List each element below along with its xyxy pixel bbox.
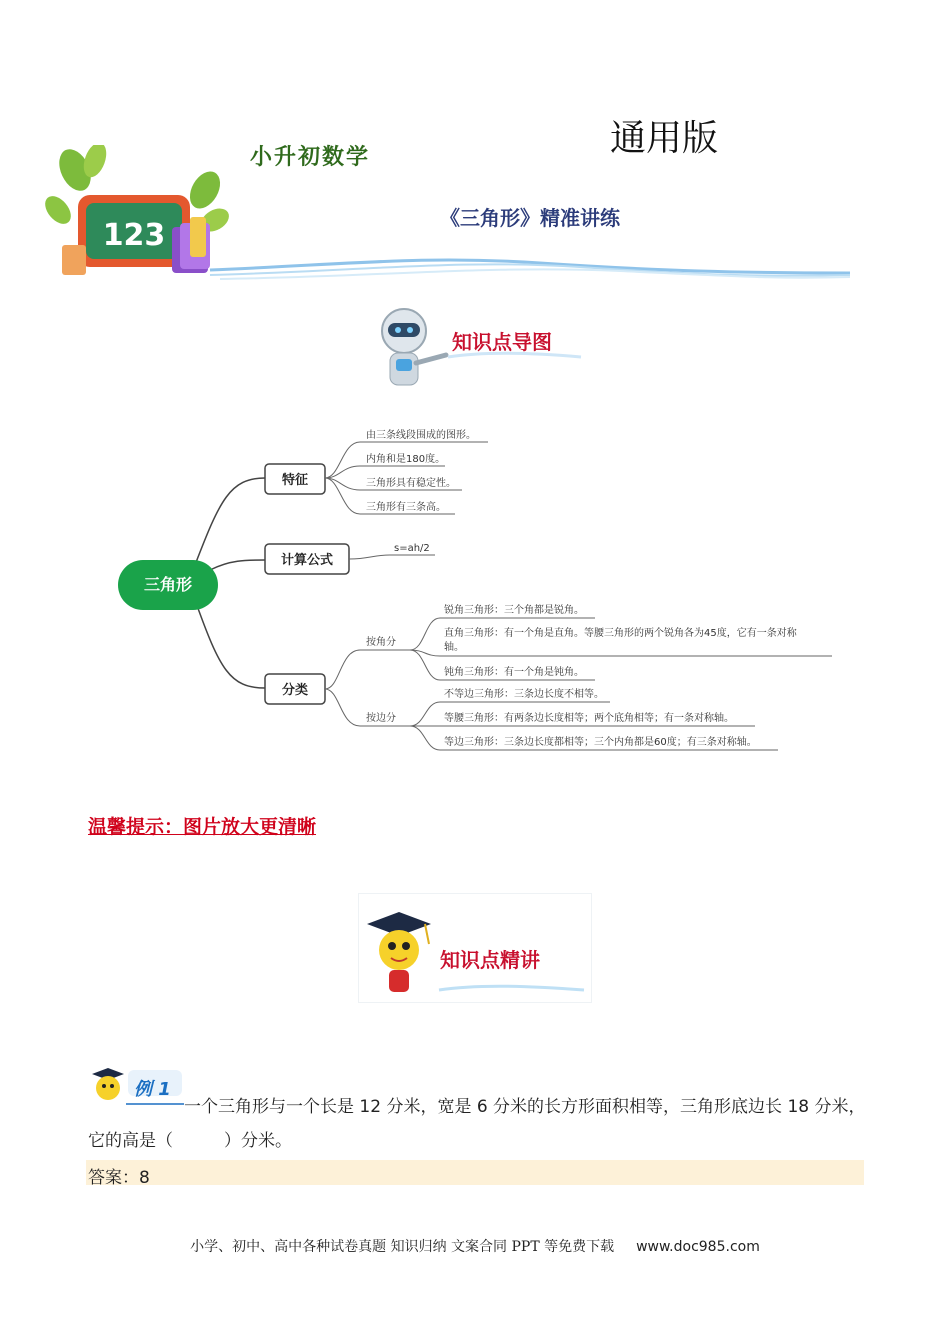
angle-item: 直角三角形：有一个角是直角。等腰三角形的两个锐角各为45度，它有一条对称 bbox=[444, 628, 797, 639]
group-label-angle: 按角分 bbox=[366, 637, 396, 648]
feature-item: 三角形具有稳定性。 bbox=[366, 478, 456, 489]
section-title-lecture: 知识点精讲 bbox=[440, 948, 540, 972]
mindmap-branch-formula bbox=[265, 544, 349, 574]
feature-item: 由三条线段围成的图形。 bbox=[366, 430, 476, 441]
footer-url[interactable]: www.doc985.com bbox=[636, 1239, 760, 1255]
edition-label: 通用版 bbox=[610, 118, 719, 159]
series-title: 小升初数学 bbox=[250, 145, 371, 170]
feature-item: 三角形有三条高。 bbox=[366, 502, 446, 513]
footer bbox=[0, 1236, 950, 1256]
document-title: 《三角形》精准讲练 bbox=[440, 206, 620, 230]
example-answer: 答案：8 bbox=[88, 1168, 150, 1188]
side-item: 不等边三角形：三条边长度不相等。 bbox=[444, 689, 604, 700]
side-item: 等腰三角形：有两条边长度相等；两个底角相等；有一条对称轴。 bbox=[444, 713, 734, 724]
zoom-tip: 温馨提示：图片放大更清晰 bbox=[88, 816, 317, 838]
section-title-mindmap: 知识点导图 bbox=[452, 330, 552, 354]
svg-text:计算公式: 计算公式 bbox=[280, 553, 334, 568]
mindmap bbox=[110, 420, 840, 760]
angle-item: 锐角三角形：三个角都是锐角。 bbox=[444, 605, 584, 616]
board-number: 123 bbox=[102, 218, 166, 253]
mindmap-root bbox=[118, 560, 218, 610]
svg-text:三角形: 三角形 bbox=[143, 575, 193, 594]
answer-highlight bbox=[86, 1160, 864, 1185]
formula-item: s=ah/2 bbox=[394, 543, 430, 554]
side-item: 等边三角形：三条边长度都相等；三个内角都是60度；有三条对称轴。 bbox=[444, 737, 757, 748]
svg-text:特征: 特征 bbox=[281, 473, 309, 488]
example-label: 例 1 bbox=[134, 1079, 171, 1100]
angle-item: 钝角三角形：有一个角是钝角。 bbox=[444, 667, 584, 678]
footer-text: 小学、初中、高中各种试卷真题 知识归纳 文案合同 PPT 等免费下载 bbox=[190, 1239, 615, 1255]
example-question: 一个三角形与一个长是 12 分米，宽是 6 分米的长方形面积相等，三角形底边长 18 分米，它的高是（ ）分米。 bbox=[88, 1097, 866, 1151]
mindmap-branch-features bbox=[265, 464, 325, 494]
feature-item: 内角和是180度。 bbox=[366, 454, 446, 465]
angle-item: 轴。 bbox=[444, 642, 464, 653]
svg-text:分类: 分类 bbox=[281, 683, 309, 698]
group-label-side: 按边分 bbox=[366, 713, 396, 724]
mindmap-branch-classification bbox=[265, 674, 325, 704]
